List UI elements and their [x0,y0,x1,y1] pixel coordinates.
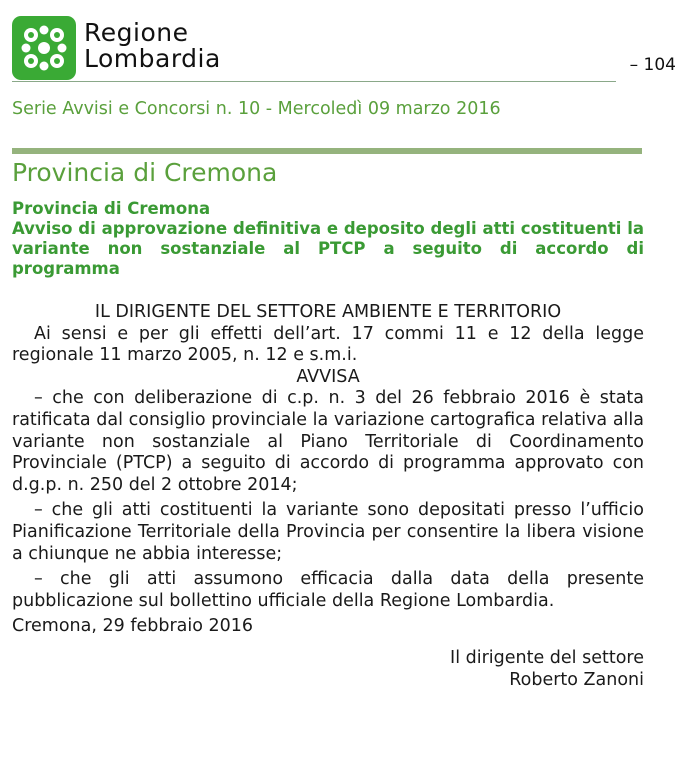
body-heading: IL DIRIGENTE DEL SETTORE AMBIENTE E TERRITORIO [94,302,562,322]
page-number: – 104 [629,55,676,75]
place-date: Cremona, 29 febbraio 2016 [12,616,254,637]
signature-role: Il dirigente del settore [450,647,644,668]
avvisa-label: AVVISA [296,366,360,387]
notice-entity: Provincia di Cremona [12,199,211,218]
list-item: – che con deliberazione di c.p. n. 3 del 26 febbraio 2016 è stata ratificata dal consiglio provinciale la variazione cartografica relativa alla variante non sostanziale al Piano Territoriale di Coordinamento Provinciale (PTCP) a seguito di accordo di programma approvato con d.g.p. n. 250 del 2 ottobre 2014; [12,388,644,495]
rosa-camuna-icon [12,16,76,80]
list-item: – che gli atti costituenti la variante sono depositati presso l’ufficio Pianificazione Territoriale della Provincia per consentire la libera visione a chiunque ne abbia interesse; [12,500,644,564]
list-item: – che gli atti assumono efficacia dalla data della presente pubblicazione sul bollettino ufficiale della Regione Lombardia. [12,569,644,611]
regione-lombardia-logo [12,16,76,80]
logo-line-2: Lombardia [84,44,221,73]
section-divider [12,148,642,154]
issue-line: Serie Avvisi e Concorsi n. 10 - Mercoledì 09 marzo 2016 [12,99,501,119]
header-rule [12,81,616,82]
signature-name: Roberto Zanoni [509,669,644,690]
notice-heading [12,199,644,279]
logo-line-1: Regione [84,18,189,47]
section-title: Provincia di Cremona [12,158,278,187]
notice-subject: Avviso di approvazione definitiva e deposito degli atti costituenti la variante non sostanziale al PTCP a seguito di accordo di programma [12,219,644,278]
notice-body [12,302,644,691]
logo-text [84,20,221,72]
body-intro: Ai sensi e per gli effetti dell’art. 17 commi 11 e 12 della legge regionale 11 marzo 2005, n. 12 e s.m.i. [12,323,644,366]
